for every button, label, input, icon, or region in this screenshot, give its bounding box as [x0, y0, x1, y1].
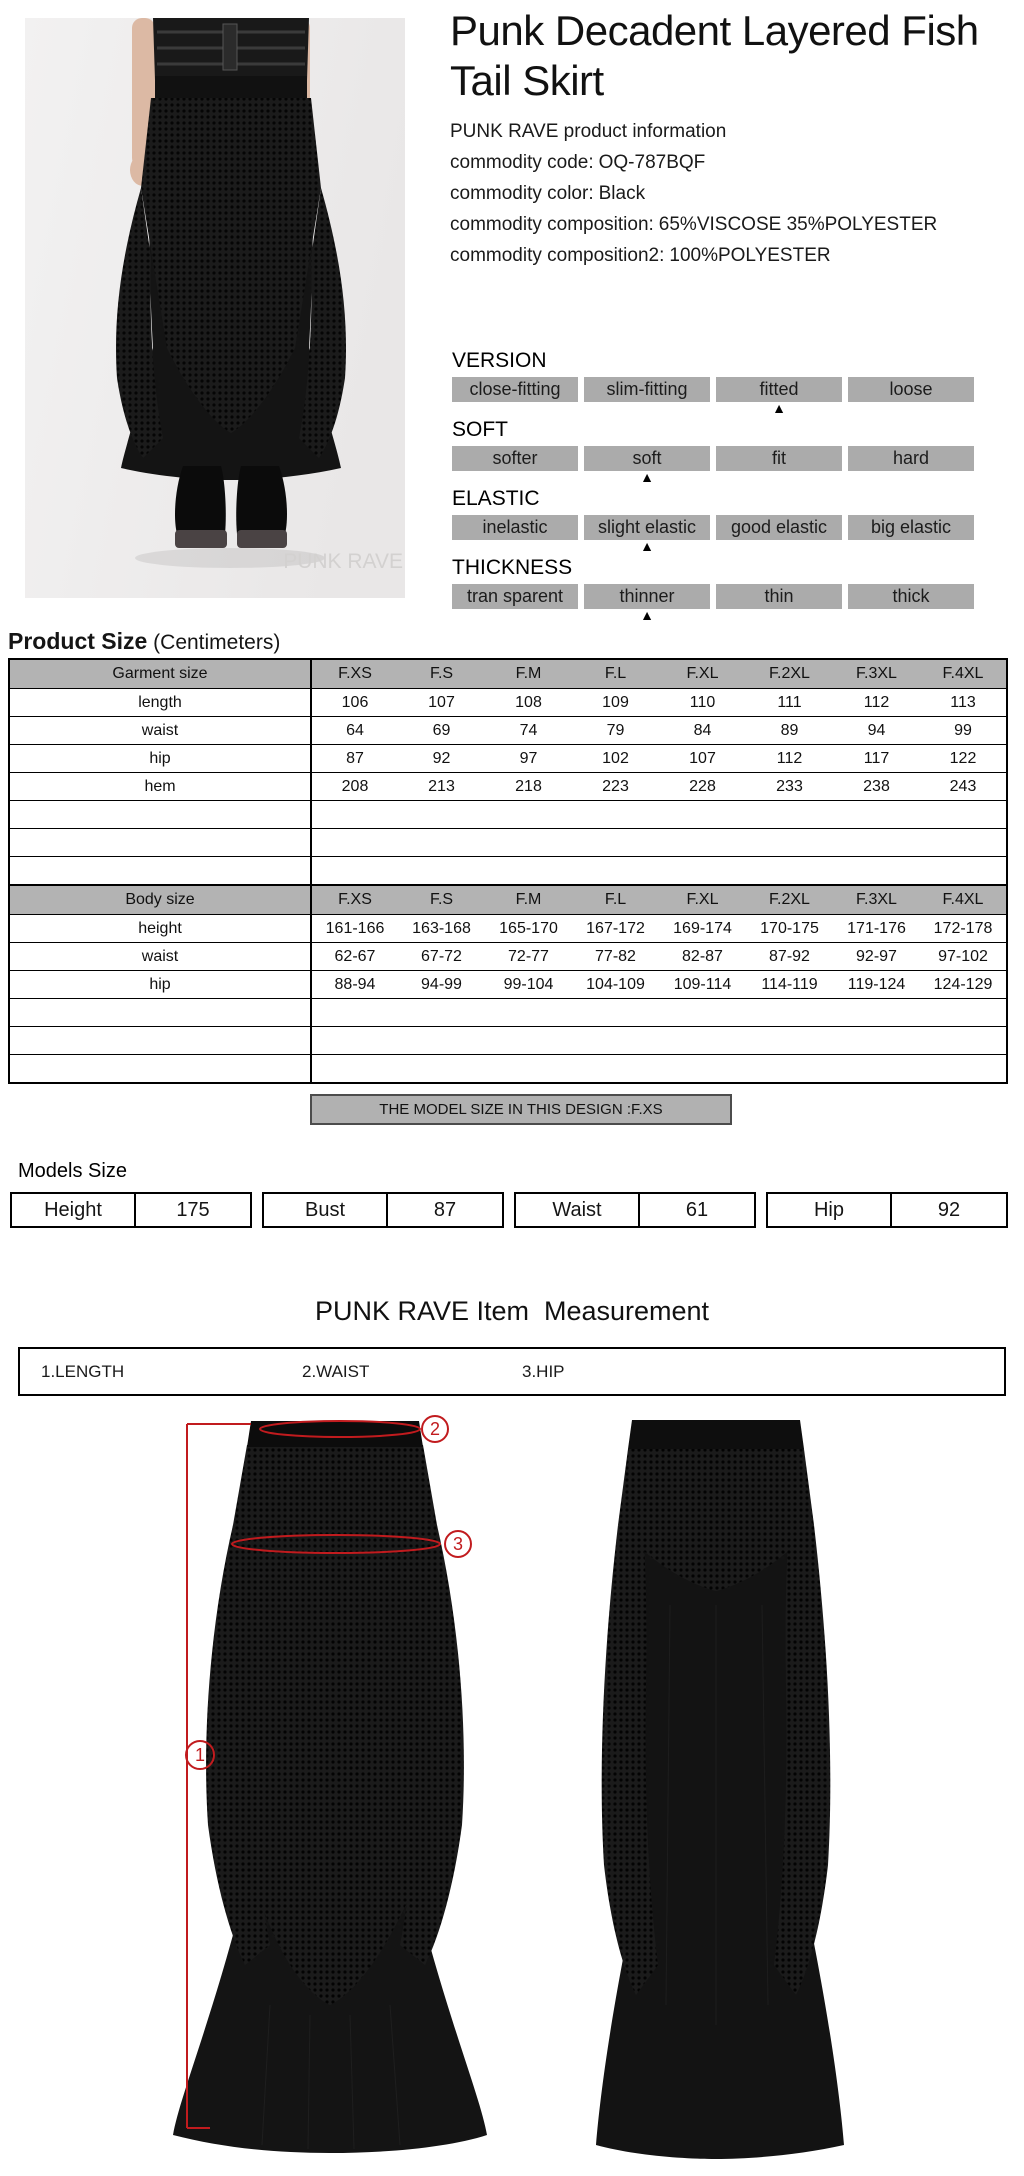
commodity-composition2-row — [450, 240, 937, 271]
elastic-label: ELASTIC — [452, 487, 540, 510]
selected-marker-icon: ▲ — [640, 607, 654, 623]
product-size-heading — [8, 628, 280, 655]
model-size-note: THE MODEL SIZE IN THIS DESIGN :F.XS — [310, 1094, 732, 1125]
soft-option: hard — [848, 446, 974, 471]
empty-row — [9, 829, 1007, 857]
product-size-unit: (Centimeters) — [153, 631, 281, 654]
model-height-label: Height — [12, 1194, 136, 1226]
soft-option: softer — [452, 446, 578, 471]
skirt-front-shape — [173, 1421, 487, 2153]
model-bust-box — [262, 1192, 504, 1228]
commodity-code-label: commodity code: — [450, 152, 594, 173]
garment-size-table — [8, 658, 1008, 886]
empty-row — [9, 1055, 1007, 1084]
table-row: height 161-166 163-168 165-170 167-172 169-174 170-175 171-176 172-178 — [9, 915, 1007, 943]
model-height-value: 175 — [176, 1198, 210, 1221]
skirt-back-illustration — [570, 1405, 870, 2175]
model-waist-value: 61 — [685, 1198, 709, 1221]
commodity-composition-label: commodity composition: — [450, 214, 654, 235]
elastic-option: slight elastic — [584, 515, 710, 540]
skirt-front-illustration — [150, 1405, 510, 2175]
commodity-composition2-value: 100%POLYESTER — [669, 245, 831, 266]
version-option: close-fitting — [452, 377, 578, 402]
commodity-composition2-label: commodity composition2: — [450, 245, 665, 266]
thickness-option: thinner — [584, 584, 710, 609]
product-info — [450, 116, 937, 271]
model-hip-box — [766, 1192, 1008, 1228]
commodity-color-row — [450, 178, 937, 209]
model-waist-label: Waist — [516, 1194, 640, 1226]
selected-marker-icon: ▲ — [640, 538, 654, 554]
models-size-heading: Models Size — [18, 1160, 127, 1182]
empty-row — [9, 857, 1007, 886]
commodity-composition-value: 65%VISCOSE 35%POLYESTER — [658, 214, 938, 235]
empty-row — [9, 1027, 1007, 1055]
attribute-elastic — [452, 488, 974, 555]
model-hip-label: Hip — [768, 1194, 892, 1226]
annotation-number-3: 3 — [452, 1534, 464, 1554]
measurement-legend-box — [18, 1347, 1006, 1396]
legend-hip: 3.HIP — [522, 1361, 565, 1381]
legend-length: 1.LENGTH — [41, 1361, 125, 1381]
thickness-option: tran sparent — [452, 584, 578, 609]
product-info-heading: PUNK RAVE product information — [450, 121, 727, 142]
elastic-option: good elastic — [716, 515, 842, 540]
table-row: hip 88-94 94-99 99-104 104-109 109-114 114-119 119-124 124-129 — [9, 971, 1007, 999]
version-label: VERSION — [452, 349, 547, 372]
table-row: waist 62-67 67-72 72-77 77-82 82-87 87-92 92-97 97-102 — [9, 943, 1007, 971]
attribute-scales — [452, 350, 974, 626]
empty-row — [9, 999, 1007, 1027]
elastic-option: big elastic — [848, 515, 974, 540]
model-bust-value: 87 — [433, 1198, 457, 1221]
selected-marker-icon: ▲ — [772, 400, 786, 416]
body-header-row: Body size F.XS F.S F.M F.L F.XL F.2XL F.3XL F.4XL — [9, 885, 1007, 915]
model-waist-box — [514, 1192, 756, 1228]
table-row: length 106 107 108 109 110 111 112 113 — [9, 689, 1007, 717]
body-size-table — [8, 884, 1008, 1084]
model-hip-value: 92 — [937, 1198, 961, 1221]
thickness-label: THICKNESS — [452, 556, 573, 579]
version-option: loose — [848, 377, 974, 402]
empty-row — [9, 801, 1007, 829]
attribute-version — [452, 350, 974, 417]
table-row: hem 208 213 218 223 228 233 238 243 — [9, 773, 1007, 801]
legend-waist: 2.WAIST — [302, 1361, 370, 1381]
models-size-row — [10, 1192, 1010, 1228]
elastic-option: inelastic — [452, 515, 578, 540]
table-row: waist 64 69 74 79 84 89 94 99 — [9, 717, 1007, 745]
skirt-on-model — [116, 76, 346, 480]
skirt-back-shape — [596, 1420, 844, 2159]
corset — [153, 18, 309, 80]
commodity-color-value: Black — [598, 183, 646, 204]
annotation-number-1: 1 — [194, 1745, 206, 1765]
attribute-thickness — [452, 557, 974, 624]
garment-header-row: Garment size F.XS F.S F.M F.L F.XL F.2XL F.3XL F.4XL — [9, 659, 1007, 689]
version-option: fitted — [716, 377, 842, 402]
version-option: slim-fitting — [584, 377, 710, 402]
measurement-heading: PUNK RAVE Item Measurement — [314, 1296, 710, 1326]
soft-label: SOFT — [452, 418, 508, 441]
page-title: Punk Decadent Layered Fish Tail Skirt — [450, 7, 979, 104]
punk-rave-watermark: PUNK RAVE — [283, 550, 403, 573]
thickness-option: thin — [716, 584, 842, 609]
model-bust-label: Bust — [264, 1194, 388, 1226]
attribute-soft — [452, 419, 974, 486]
model-height-box — [10, 1192, 252, 1228]
commodity-composition-row — [450, 209, 937, 240]
table-row: hip 87 92 97 102 107 112 117 122 — [9, 745, 1007, 773]
thickness-option: thick — [848, 584, 974, 609]
product-photo — [25, 18, 405, 598]
commodity-code-row — [450, 147, 937, 178]
commodity-code-value: OQ-787BQF — [598, 152, 706, 173]
annotation-number-2: 2 — [429, 1419, 441, 1439]
soft-option: soft — [584, 446, 710, 471]
soft-option: fit — [716, 446, 842, 471]
product-size-title: Product Size — [8, 628, 148, 654]
commodity-color-label: commodity color: — [450, 183, 594, 204]
selected-marker-icon: ▲ — [640, 469, 654, 485]
